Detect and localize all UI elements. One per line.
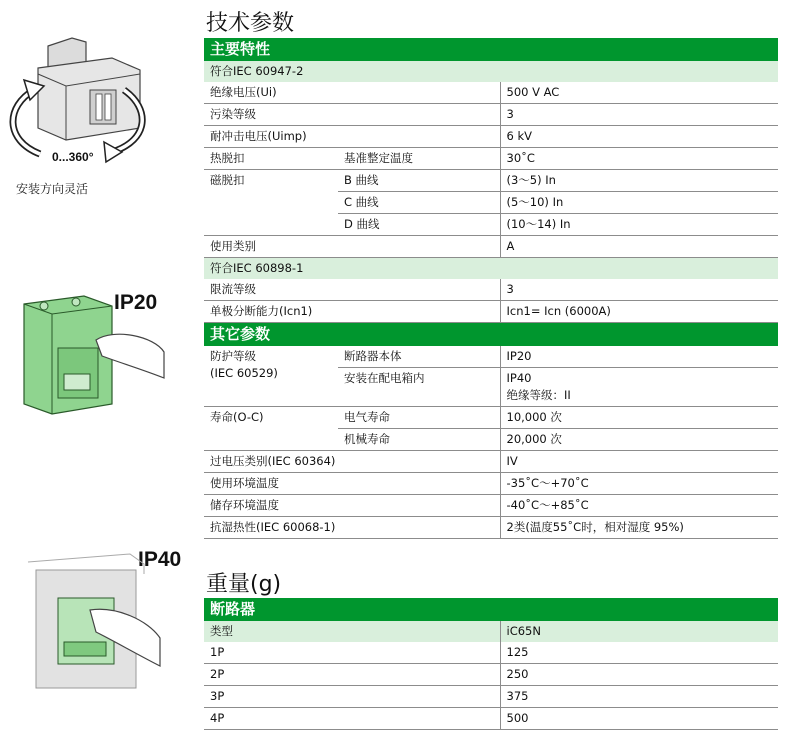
rotation-range-label: 0...360° bbox=[52, 150, 94, 164]
weight-value: 500 bbox=[500, 708, 778, 730]
spec-value: (5～10) In bbox=[500, 192, 778, 214]
tech-spec-table bbox=[204, 38, 778, 539]
spec-label: 抗湿热性(IEC 60068-1) bbox=[204, 517, 500, 539]
spec-row bbox=[204, 126, 778, 148]
rotation-caption: 安装方向灵活 bbox=[16, 182, 89, 196]
spec-row bbox=[204, 104, 778, 126]
spec-label: 单极分断能力(Icn1) bbox=[204, 301, 500, 323]
spec-sublabel: D 曲线 bbox=[338, 214, 500, 236]
spec-label: 污染等级 bbox=[204, 104, 500, 126]
spec-sublabel: 电气寿命 bbox=[338, 407, 500, 429]
spec-row bbox=[204, 495, 778, 517]
weight-value: 375 bbox=[500, 686, 778, 708]
weight-value: 250 bbox=[500, 664, 778, 686]
spec-label: 储存环境温度 bbox=[204, 495, 500, 517]
spec-value: 500 V AC bbox=[500, 82, 778, 104]
spec-sublabel: 安装在配电箱内 bbox=[338, 368, 500, 407]
spec-sublabel: 基准整定温度 bbox=[338, 148, 500, 170]
weight-row bbox=[204, 708, 778, 730]
weight-row bbox=[204, 664, 778, 686]
spec-value: 30˚C bbox=[500, 148, 778, 170]
weight-row bbox=[204, 642, 778, 664]
spec-value: IP20 bbox=[500, 346, 778, 368]
spec-row bbox=[204, 301, 778, 323]
spec-row bbox=[204, 346, 778, 368]
spec-value: 3 bbox=[500, 104, 778, 126]
spec-label: 热脱扣 bbox=[204, 148, 338, 170]
spec-value: 2类(温度55˚C时，相对湿度 95%) bbox=[500, 517, 778, 539]
standard-60947: 符合IEC 60947-2 bbox=[204, 61, 778, 82]
weight-value: 125 bbox=[500, 642, 778, 664]
spec-sublabel: 断路器本体 bbox=[338, 346, 500, 368]
spec-value: 3 bbox=[500, 279, 778, 301]
spec-value: 10,000 次 bbox=[500, 407, 778, 429]
other-params-header-row bbox=[204, 323, 778, 347]
spec-sublabel: B 曲线 bbox=[338, 170, 500, 192]
weight-type: 2P bbox=[204, 664, 500, 686]
spec-sublabel: 机械寿命 bbox=[338, 429, 500, 451]
weight-type: 1P bbox=[204, 642, 500, 664]
spec-row bbox=[204, 451, 778, 473]
spec-value: 6 kV bbox=[500, 126, 778, 148]
weight-type: 4P bbox=[204, 708, 500, 730]
spec-row bbox=[204, 407, 778, 429]
spec-row bbox=[204, 170, 778, 192]
ip20-label: IP20 bbox=[114, 291, 158, 314]
spec-value: IP40 绝缘等级：II bbox=[500, 368, 778, 407]
ip40-breaker-illustration bbox=[20, 546, 180, 696]
weight-row bbox=[204, 686, 778, 708]
spec-value: (10～14) In bbox=[500, 214, 778, 236]
weight-col-model: iC65N bbox=[500, 621, 778, 642]
tech-section-title: 技术参数 bbox=[206, 11, 295, 36]
spec-label: 使用类别 bbox=[204, 236, 500, 258]
main-features-header-row bbox=[204, 38, 778, 61]
spec-row bbox=[204, 82, 778, 104]
spec-row bbox=[204, 236, 778, 258]
spec-row bbox=[204, 148, 778, 170]
spec-row bbox=[204, 192, 778, 214]
spec-value: -35˚C～+70˚C bbox=[500, 473, 778, 495]
spec-value: A bbox=[500, 236, 778, 258]
standard-60898: 符合IEC 60898-1 bbox=[204, 258, 778, 280]
spec-label: 绝缘电压(Ui) bbox=[204, 82, 500, 104]
standard-row-1 bbox=[204, 61, 778, 82]
weight-section-title: 重量(g) bbox=[206, 572, 282, 597]
spec-label: 磁脱扣 bbox=[210, 173, 245, 187]
weight-col-type: 类型 bbox=[204, 621, 500, 642]
spec-value: Icn1= Icn (6000A) bbox=[500, 301, 778, 323]
weight-type: 3P bbox=[204, 686, 500, 708]
ip20-breaker-illustration bbox=[14, 292, 174, 422]
spec-row bbox=[204, 473, 778, 495]
spec-label: 寿命(O-C) bbox=[204, 407, 338, 451]
spec-value: -40˚C～+85˚C bbox=[500, 495, 778, 517]
spec-label: 限流等级 bbox=[204, 279, 500, 301]
spec-value: IV bbox=[500, 451, 778, 473]
other-params-header: 其它参数 bbox=[204, 323, 778, 347]
spec-row bbox=[204, 214, 778, 236]
weight-header-row bbox=[204, 598, 778, 621]
weight-header: 断路器 bbox=[204, 598, 778, 621]
spec-row bbox=[204, 279, 778, 301]
spec-label: 使用环境温度 bbox=[204, 473, 500, 495]
spec-value: (3～5) In bbox=[500, 170, 778, 192]
spec-label: 防护等级 (IEC 60529) bbox=[204, 346, 338, 407]
ip40-label: IP40 bbox=[138, 548, 182, 571]
spec-label: 耐冲击电压(Uimp) bbox=[204, 126, 500, 148]
weight-table bbox=[204, 598, 778, 730]
spec-label: 过电压类别(IEC 60364) bbox=[204, 451, 500, 473]
standard-row-2 bbox=[204, 258, 778, 280]
spec-value: 20,000 次 bbox=[500, 429, 778, 451]
main-features-header: 主要特性 bbox=[204, 38, 778, 61]
weight-column-row bbox=[204, 621, 778, 642]
spec-sublabel: C 曲线 bbox=[338, 192, 500, 214]
spec-row bbox=[204, 517, 778, 539]
